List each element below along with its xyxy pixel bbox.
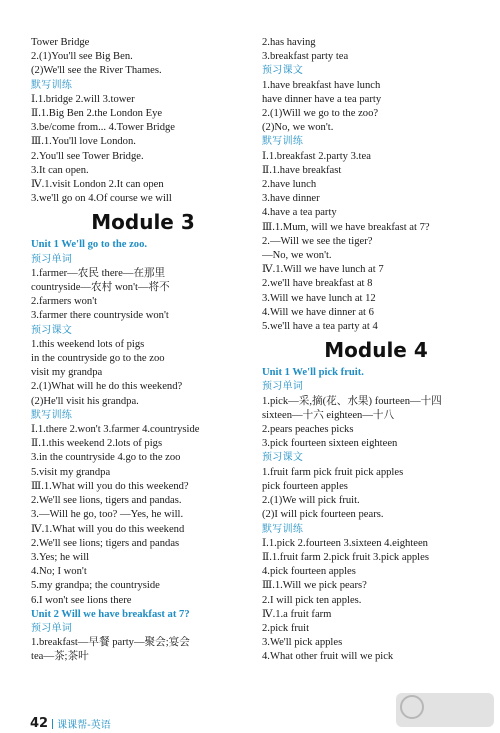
answer-line: Ⅲ.1.You'll love London.: [31, 136, 136, 148]
answer-line: Ⅰ.1.there 2.won't 3.farmer 4.countryside: [31, 424, 200, 436]
module-title: Module 3: [91, 210, 195, 235]
left-column: [31, 36, 255, 665]
answer-line: 5.we'll have a tea party at 4: [262, 321, 378, 333]
answer-line: 2.We'll see lions; tigers and pandas: [31, 537, 180, 549]
answer-line: 2.(1)What will he do this weekend?: [31, 381, 183, 393]
module-title: Module 4: [324, 338, 428, 363]
answer-line: tea—茶;茶叶: [31, 651, 89, 663]
answer-line: 3.pick fourteen sixteen eighteen: [262, 438, 398, 450]
answer-line: Ⅰ.1.breakfast 2.party 3.tea: [262, 150, 371, 162]
section-heading: 预习单词: [31, 622, 73, 634]
answer-line: 1.have breakfast have lunch: [262, 79, 381, 91]
answer-line: 3.be/come from... 4.Tower Bridge: [31, 122, 175, 134]
answer-line: (2)I will pick fourteen pears.: [262, 509, 384, 521]
section-heading: 预习课文: [262, 65, 304, 77]
section-heading: 预习课文: [31, 324, 73, 336]
answer-line: Ⅳ.1.visit London 2.It can open: [31, 179, 164, 191]
answer-line: 3.Yes; he will: [31, 551, 90, 563]
page-footer: [30, 716, 111, 731]
answer-line: 2.we'll have breakfast at 8: [262, 278, 373, 290]
answer-line: Ⅲ.1.Mum, will we have breakfast at 7?: [262, 221, 430, 233]
answer-line: 2.I will pick ten apples.: [262, 594, 362, 606]
answer-line: 4.What other fruit will we pick: [262, 651, 394, 663]
answer-line: pick fourteen apples: [262, 480, 348, 492]
section-heading: 预习单词: [262, 381, 304, 393]
answer-line: 3.We'll pick apples: [262, 637, 343, 649]
answer-line: 4.No; I won't: [31, 566, 87, 578]
answer-line: 4.pick fourteen apples: [262, 566, 356, 578]
answer-line: Ⅱ.1.have breakfast: [262, 164, 342, 176]
section-heading: 预习单词: [31, 253, 73, 265]
answer-line: 2.(1)We will pick fruit.: [262, 495, 360, 507]
answer-line: Ⅰ.1.pick 2.fourteen 3.sixteen 4.eighteen: [262, 537, 428, 549]
answer-line: sixteen—十六 eighteen—十八: [262, 409, 395, 421]
section-heading: 默写训练: [262, 136, 304, 148]
answer-line: (2)No, we won't.: [262, 122, 334, 134]
answer-line: 4.have a tea party: [262, 207, 337, 219]
answer-line: 5.visit my grandpa: [31, 466, 111, 478]
answer-line: Ⅳ.1.Will we have lunch at 7: [262, 264, 384, 276]
answer-line: Ⅱ.1.Big Ben 2.the London Eye: [31, 108, 163, 120]
answer-line: 2.We'll see lions, tigers and pandas.: [31, 495, 182, 507]
answer-line: 2.You'll see Tower Bridge.: [31, 150, 144, 162]
answer-line: countryside—农村 won't—将不: [31, 282, 170, 294]
unit-heading: Unit 2 Will we have breakfast at 7?: [31, 608, 190, 620]
section-heading: 默写训练: [31, 79, 73, 91]
answer-line: 2.has having: [262, 37, 316, 48]
footer-divider: [52, 719, 53, 729]
answer-line: visit my grandpa: [31, 367, 103, 379]
page-number: 42: [30, 716, 49, 731]
answer-line: Ⅲ.1.Will we pick pears?: [262, 580, 367, 592]
answer-line: 1.breakfast—早餐 party—聚会;宴会: [31, 637, 190, 649]
answer-line: 3.breakfast party tea: [262, 51, 349, 63]
answer-line: 3.we'll go on 4.Of course we will: [31, 193, 172, 205]
answer-line: (2)We'll see the River Thames.: [31, 65, 162, 77]
section-heading: 默写训练: [31, 409, 73, 421]
answer-line: 3.in the countryside 4.go to the zoo: [31, 452, 181, 464]
answer-line: 2.pears peaches picks: [262, 424, 354, 436]
answer-line: Ⅳ.1.What will you do this weekend: [31, 523, 185, 535]
answer-line: 3.have dinner: [262, 193, 320, 205]
answer-line: 3.—Will he go, too? —Yes, he will.: [31, 509, 184, 521]
answer-line: 2.pick fruit: [262, 622, 310, 634]
answer-line: (2)He'll visit his grandpa.: [31, 395, 139, 407]
watermark-circle-icon: [400, 695, 424, 719]
answer-line: in the countryside go to the zoo: [31, 353, 165, 365]
answer-line: 1.fruit farm pick fruit pick apples: [262, 466, 404, 478]
answer-line: 5.my grandpa; the countryside: [31, 580, 160, 592]
answer-line: 4.Will we have dinner at 6: [262, 306, 374, 318]
answer-line: 2.have lunch: [262, 179, 317, 191]
answer-line: 2.farmers won't: [31, 296, 98, 308]
answer-line: 2.—Will we see the tiger?: [262, 235, 373, 247]
answer-line: Ⅱ.1.fruit farm 2.pick fruit 3.pick apples: [262, 551, 429, 563]
answer-line: have dinner have a tea party: [262, 93, 382, 105]
answer-line: Ⅳ.1.a fruit farm: [262, 608, 332, 620]
answer-line: 2.(1)You'll see Big Ben.: [31, 51, 133, 63]
answer-line: —No, we won't.: [262, 250, 332, 262]
answer-line: Ⅱ.1.this weekend 2.lots of pigs: [31, 438, 163, 450]
section-heading: 预习课文: [262, 452, 304, 464]
unit-heading: Unit 1 We'll go to the zoo.: [31, 239, 148, 251]
answer-line: 3.Will we have lunch at 12: [262, 292, 376, 304]
section-heading: 默写训练: [262, 523, 304, 535]
answer-line: 1.this weekend lots of pigs: [31, 338, 145, 350]
answer-line: 2.(1)Will we go to the zoo?: [262, 108, 379, 120]
answer-line: 3.farmer there countryside won't: [31, 310, 169, 322]
answer-line: Ⅰ.1.bridge 2.will 3.tower: [31, 93, 135, 105]
book-title: 课课帮-英语: [57, 720, 111, 731]
right-column: [262, 36, 490, 665]
answer-line: 6.I won't see lions there: [31, 594, 132, 606]
answer-line: Ⅲ.1.What will you do this weekend?: [31, 480, 189, 492]
unit-heading: Unit 1 We'll pick fruit.: [262, 367, 364, 379]
answer-line: 1.pick—采,摘(花、水果) fourteen—十四: [262, 395, 442, 407]
answer-line: 3.It can open.: [31, 164, 89, 176]
answer-line: 1.farmer—农民 there—在那里: [31, 267, 166, 279]
answer-line: Tower Bridge: [31, 37, 90, 48]
